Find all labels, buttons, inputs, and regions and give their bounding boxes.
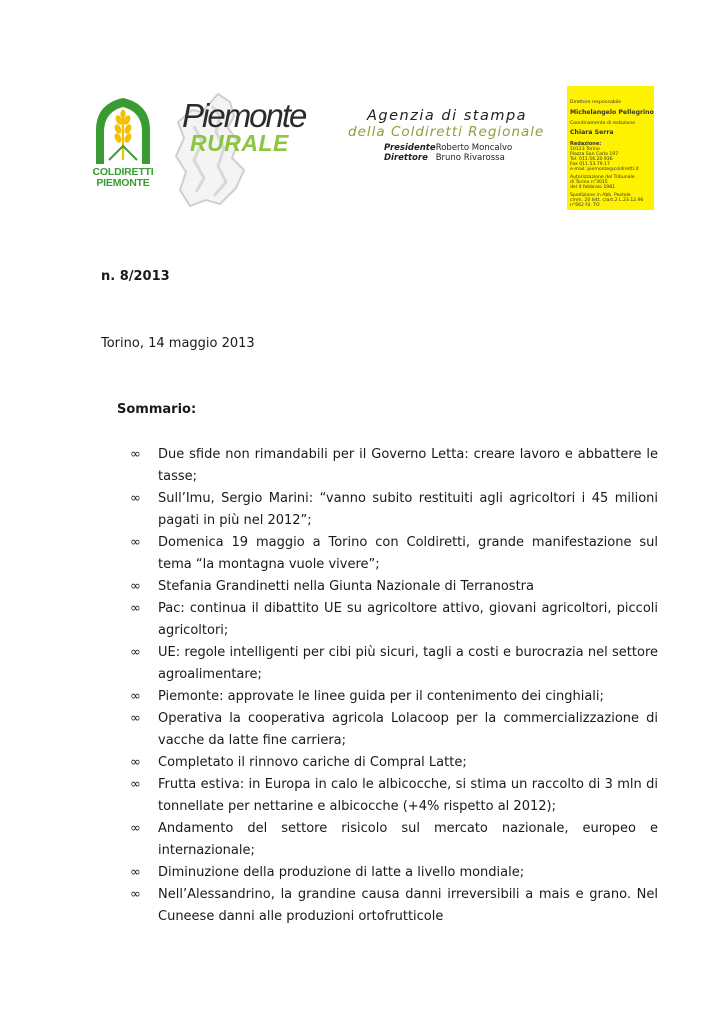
summary-item-text: Pac: continua il dibattito UE su agricoltore attivo, giovani agricoltori, piccoli agricoltori; bbox=[158, 601, 658, 638]
president-name: Roberto Moncalvo bbox=[435, 143, 513, 153]
summary-item-text: Due sfide non rimandabili per il Governo Letta: creare lavoro e abbattere le tasse; bbox=[158, 447, 658, 484]
infinity-bullet-icon: ∞ bbox=[130, 821, 141, 836]
infinity-bullet-icon: ∞ bbox=[130, 579, 141, 594]
infinity-bullet-icon: ∞ bbox=[130, 777, 141, 792]
summary-item bbox=[130, 884, 658, 928]
director-row bbox=[384, 153, 505, 163]
coldiretti-logo bbox=[88, 96, 158, 192]
summary-item bbox=[130, 862, 658, 884]
infinity-bullet-icon: ∞ bbox=[130, 491, 141, 506]
authorization-line: del 4 febbraio 1981 bbox=[570, 185, 616, 190]
authorization-line: di Torino n°3015 bbox=[570, 180, 608, 185]
address-line: e-mail: piemonte@coldiretti.it bbox=[570, 167, 639, 172]
address-line: Fax 011.53.79.17 bbox=[570, 162, 610, 167]
summary-item-text: Frutta estiva: in Europa in calo le albicocche, si stima un raccolto di 3 mln di tonnellate per nettarine e albicocche (+4% rispetto al 2012); bbox=[158, 777, 658, 814]
infinity-bullet-icon: ∞ bbox=[130, 711, 141, 726]
coldiretti-emblem-icon bbox=[92, 96, 154, 166]
summary-item-text: Piemonte: approvate le linee guida per il contenimento dei cinghiali; bbox=[158, 689, 604, 704]
infinity-bullet-icon: ∞ bbox=[130, 447, 141, 462]
summary-item bbox=[130, 686, 658, 708]
authorization-line: Autorizzazione del Tribunale bbox=[570, 175, 635, 180]
shipping-line: Spedizione in Abb. Postale bbox=[570, 193, 631, 198]
director-label: Direttore bbox=[384, 153, 428, 163]
president-row bbox=[384, 143, 512, 153]
summary-item-text: Domenica 19 maggio a Torino con Coldiretti, grande manifestazione sul tema “la montagna vuole vivere”; bbox=[158, 535, 658, 572]
infinity-bullet-icon: ∞ bbox=[130, 535, 141, 550]
agency-title: Agenzia di stampa bbox=[367, 108, 528, 124]
address-line: Piazza San Carlo 197 bbox=[570, 152, 619, 157]
infinity-bullet-icon: ∞ bbox=[130, 865, 141, 880]
summary-item bbox=[130, 708, 658, 752]
piemonte-title: Piemonte bbox=[182, 97, 306, 134]
infinity-bullet-icon: ∞ bbox=[130, 601, 141, 616]
summary-item bbox=[130, 752, 658, 774]
summary-item bbox=[130, 598, 658, 642]
summary-item bbox=[130, 488, 658, 532]
address-line: 10123 Torino bbox=[570, 147, 600, 152]
summary-item bbox=[130, 444, 658, 488]
coordination-name: Chiara Serra bbox=[570, 129, 614, 136]
editorial-label: Redazione: bbox=[570, 141, 602, 147]
summary-item bbox=[130, 532, 658, 576]
infinity-bullet-icon: ∞ bbox=[130, 645, 141, 660]
document-date: Torino, 14 maggio 2013 bbox=[101, 336, 255, 351]
summary-item bbox=[130, 576, 658, 598]
infinity-bullet-icon: ∞ bbox=[130, 887, 141, 902]
summary-item-text: UE: regole intelligenti per cibi più sicuri, tagli a costi e burocrazia nel settore agroalimentare; bbox=[158, 645, 658, 682]
summary-list bbox=[130, 444, 658, 928]
president-label: Presidente bbox=[384, 143, 436, 153]
infinity-bullet-icon: ∞ bbox=[130, 755, 141, 770]
summary-item-text: Andamento del settore risicolo sul mercato nazionale, europeo e internazionale; bbox=[158, 821, 658, 858]
responsible-label: Direttore responsabile bbox=[570, 100, 622, 105]
shipping-line: n°662 Fil. TO bbox=[570, 203, 600, 208]
infinity-bullet-icon: ∞ bbox=[130, 689, 141, 704]
shipping-line: cmm. 20 lett. c)art.2 L.23.12.96 bbox=[570, 198, 644, 203]
masthead-info-box bbox=[567, 86, 654, 210]
summary-item-text: Stefania Grandinetti nella Giunta Nazionale di Terranostra bbox=[158, 579, 534, 594]
summary-item-text: Diminuzione della produzione di latte a livello mondiale; bbox=[158, 865, 525, 880]
issue-number: n. 8/2013 bbox=[101, 269, 170, 284]
summary-item-text: Completato il rinnovo cariche di Compral Latte; bbox=[158, 755, 467, 770]
summary-item bbox=[130, 774, 658, 818]
summary-heading: Sommario: bbox=[117, 402, 197, 417]
piemonte-word: PIEMONTE bbox=[96, 177, 150, 189]
piemonte-rurale-logo bbox=[170, 92, 318, 210]
coldiretti-word: COLDIRETTI bbox=[92, 166, 154, 178]
responsible-name: Michelangelo Pellegrino bbox=[570, 109, 654, 116]
summary-item bbox=[130, 818, 658, 862]
rurale-title: RURALE bbox=[190, 130, 289, 156]
summary-item-text: Operativa la cooperativa agricola Lolacoop per la commercializzazione di vacche da latte fine carriera; bbox=[158, 711, 658, 748]
summary-item bbox=[130, 642, 658, 686]
summary-item-text: Nell’Alessandrino, la grandine causa danni irreversibili a mais e grano. Nel Cuneese danni alle produzioni ortofrutticole bbox=[158, 887, 658, 924]
director-name: Bruno Rivarossa bbox=[435, 153, 505, 163]
summary-item-text: Sull’Imu, Sergio Marini: “vanno subito restituiti agli agricoltori i 45 milioni pagati in più nel 2012”; bbox=[158, 491, 658, 528]
address-line: Tel. 011.56.20.936 bbox=[570, 157, 613, 162]
agency-subtitle: della Coldiretti Regionale bbox=[348, 124, 545, 140]
coordination-label: Coordinamento di redazione bbox=[570, 121, 636, 126]
